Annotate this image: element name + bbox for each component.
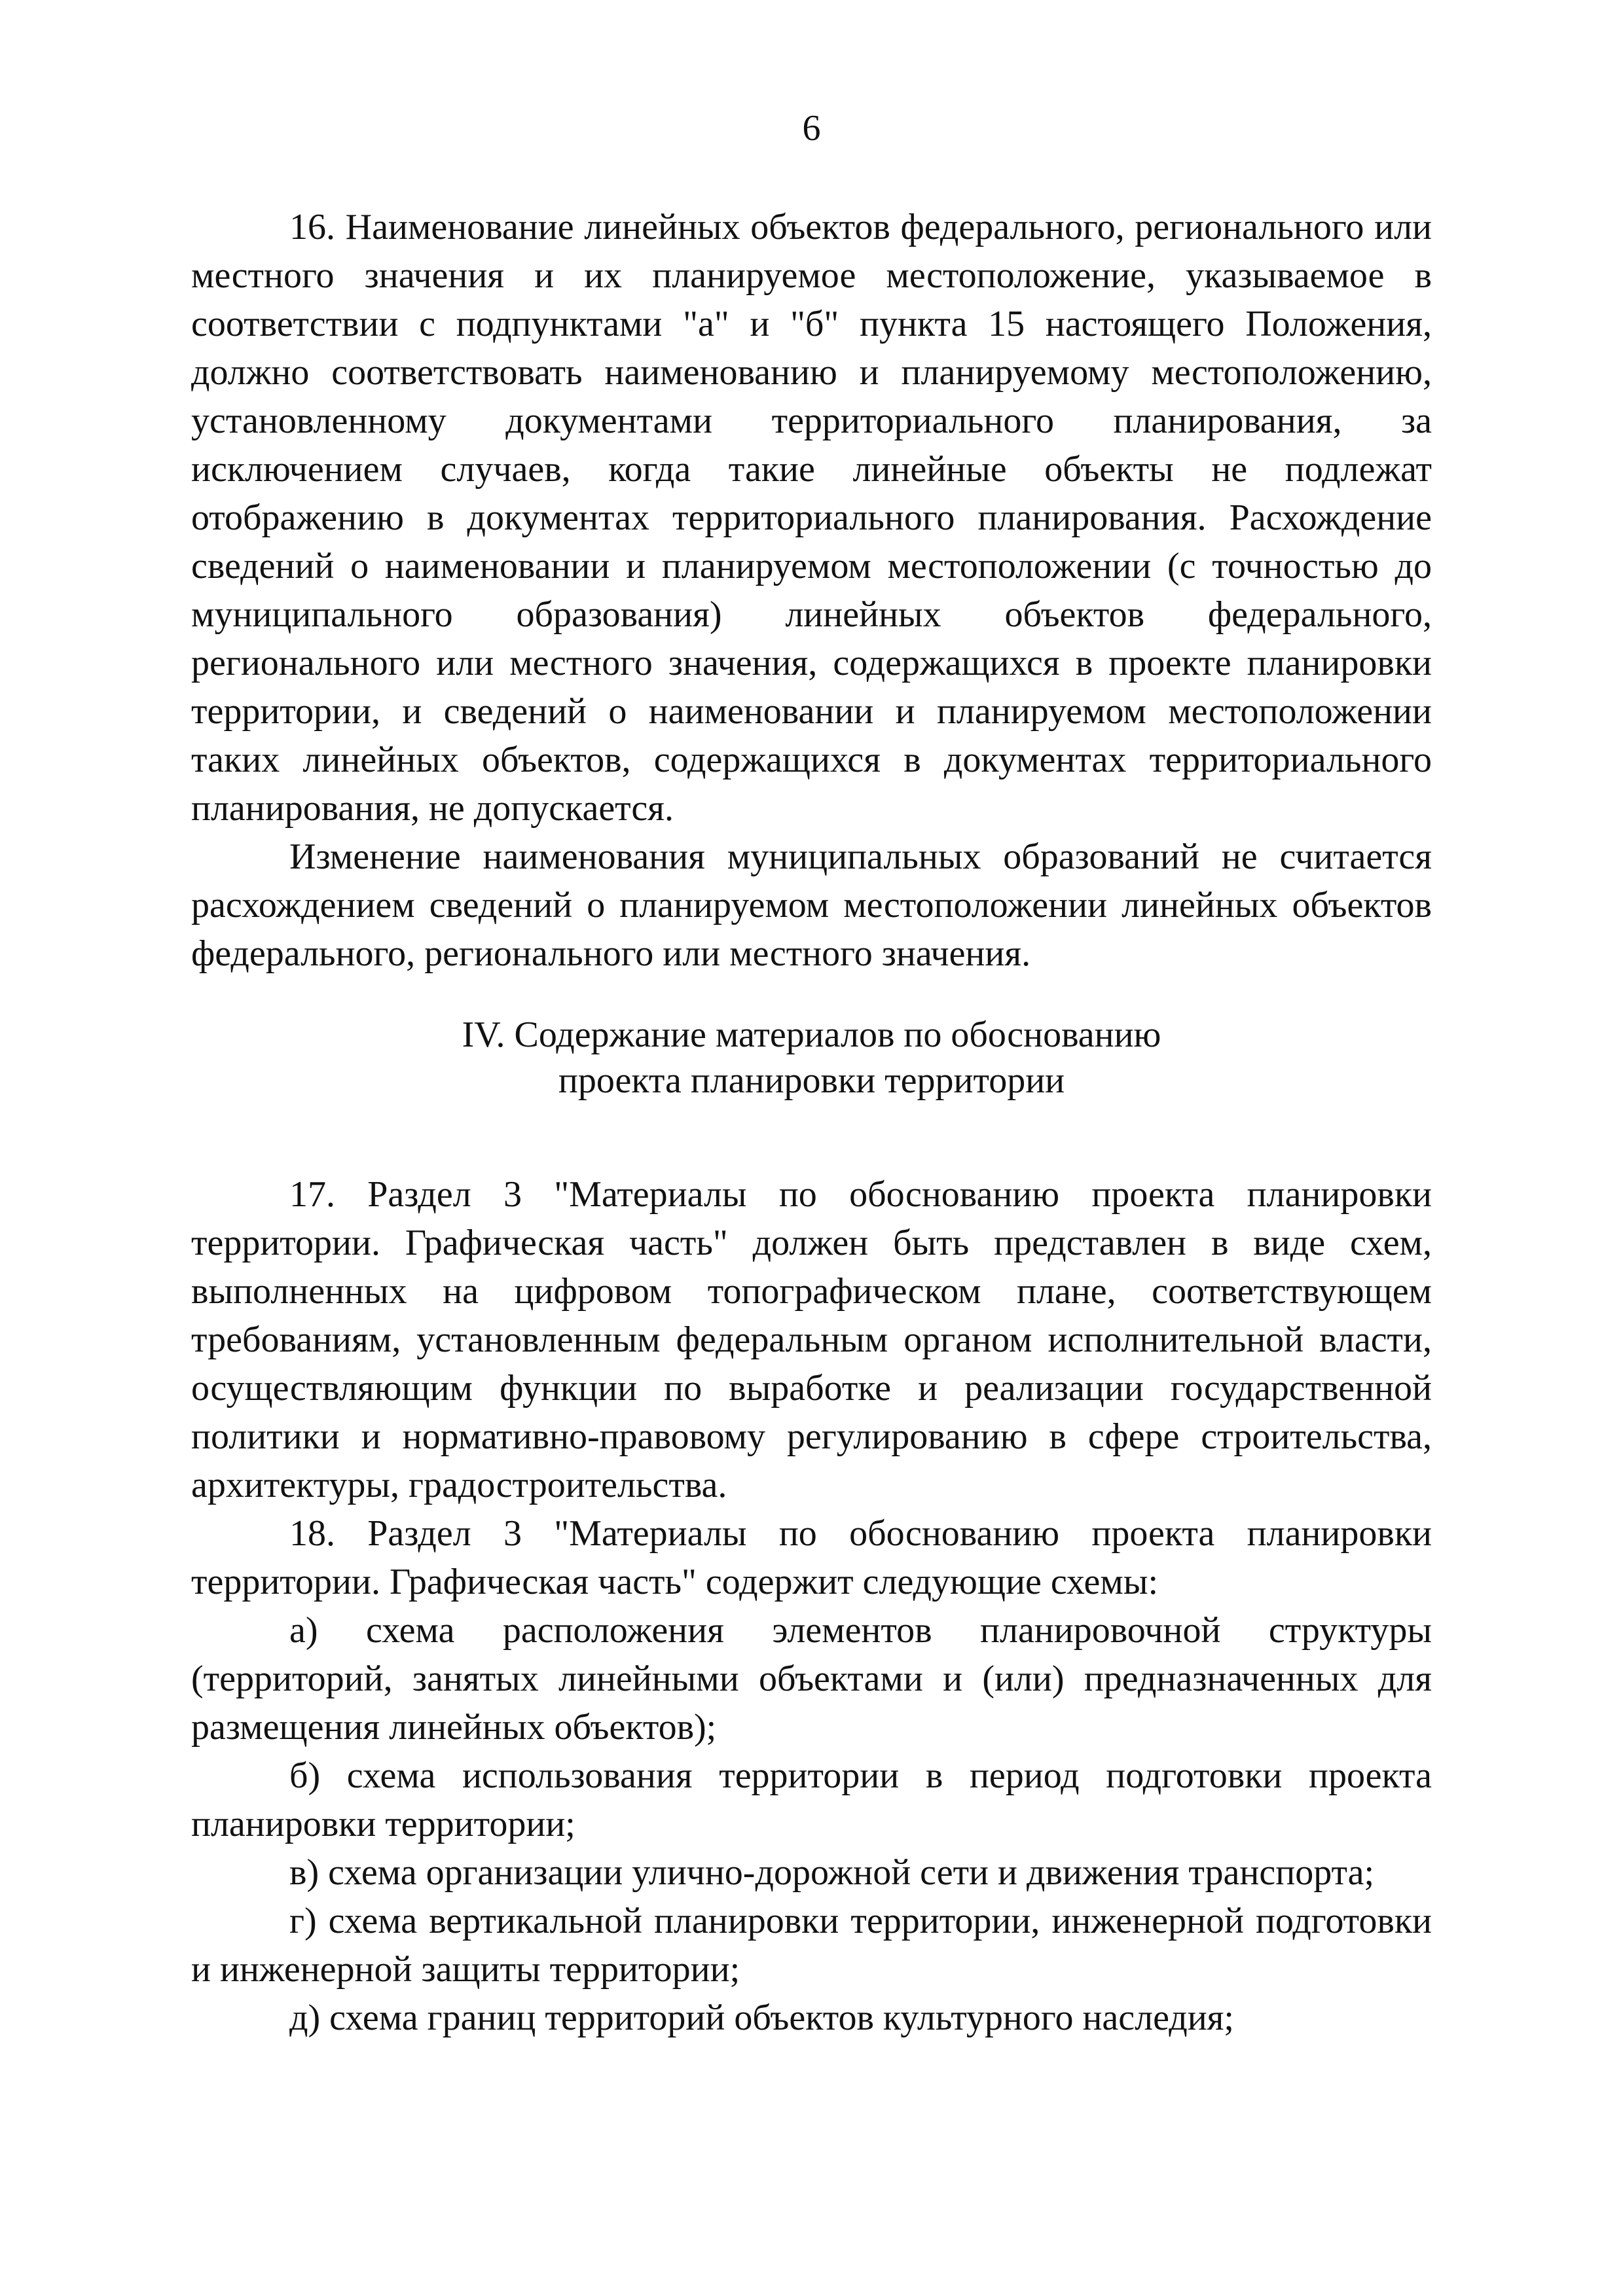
- document-body: [191, 203, 1432, 2042]
- page-number: 6: [802, 108, 821, 149]
- list-item-a: а) схема расположения элементов планировочной структуры (территорий, занятых линейными объектами и (или) предназначенных для размещения линейных объектов);: [191, 1610, 1432, 1748]
- paragraph-18: 18. Раздел 3 "Материалы по обоснованию проекта планировки территории. Графическая часть" содержит следующие схемы:: [191, 1513, 1432, 1602]
- list-item-g: г) схема вертикальной планировки территории, инженерной подготовки и инженерной защиты территории;: [191, 1901, 1432, 1990]
- section-heading: [191, 1012, 1432, 1103]
- paragraph-municipal-rename: Изменение наименования муниципальных образований не считается расхождением сведений о планируемом местоположении линейных объектов федерального, регионального или местного значения.: [191, 836, 1432, 974]
- list-item-d: д) схема границ территорий объектов культурного наследия;: [289, 1998, 1234, 2038]
- section-heading-line-2: проекта планировки территории: [558, 1060, 1065, 1101]
- list-item-b: б) схема использования территории в период подготовки проекта планировки территории;: [191, 1755, 1432, 1844]
- spacer: [191, 1103, 1432, 1170]
- paragraph-17: 17. Раздел 3 "Материалы по обоснованию проекта планировки территории. Графическая часть" должен быть представлен в виде схем, выполненных на цифровом топографическом плане, соответствующем требованиям, установленным федеральным органом исполнительной власти, осуществляющим функции по выработке и реализации государственной политики и нормативно-правовому регулированию в сфере строительства, архитектуры, градостроительства.: [191, 1174, 1432, 1505]
- paragraph-16: 16. Наименование линейных объектов федерального, регионального или местного значения и их планируемое местоположение, указываемое в соответствии с подпунктами "а" и "б" пункта 15 настоящего Положения, должно соответствовать наименованию и планируемому местоположению, установленному документами территориального планирования, за исключением случаев, когда такие линейные объекты не подлежат отображению в документах территориального планирования. Расхождение сведений о наименовании и планируемом местоположении (с точностью до муниципального образования) линейных объектов федерального, регионального или местного значения, содержащихся в проекте планировки территории, и сведений о наименовании и планируемом местоположении таких линейных объектов, содержащихся в документах территориального планирования, не допускается.: [191, 207, 1432, 829]
- section-heading-line-1: IV. Содержание материалов по обоснованию: [462, 1014, 1161, 1055]
- list-item-v: в) схема организации улично-дорожной сети и движения транспорта;: [289, 1852, 1375, 1893]
